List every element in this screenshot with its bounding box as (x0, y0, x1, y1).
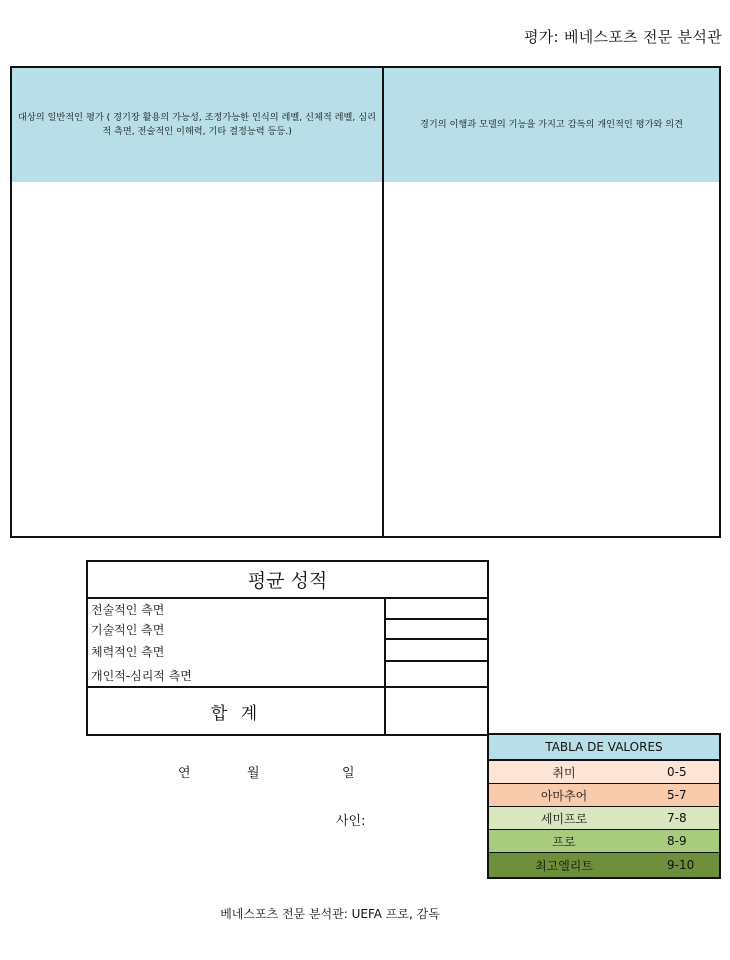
average-score-title: 평균 성적 (88, 562, 487, 599)
coach-opinion-header: 경기의 이행과 모델의 기능을 가지고 감독의 개인적인 평가와 의견 (384, 68, 719, 182)
value-range: 0-5 (667, 765, 687, 779)
score-cell-psychological[interactable] (384, 662, 487, 686)
value-range: 8-9 (667, 834, 687, 848)
score-cell-physical[interactable] (384, 640, 487, 662)
value-name: 아마추어 (540, 788, 588, 803)
score-cell-tactical[interactable] (384, 597, 487, 620)
value-name: 세미프로 (540, 811, 588, 826)
date-day-label: 일 (342, 766, 355, 781)
general-evaluation-header: 대상의 일반적인 평가 ( 경기장 활용의 가능성, 조정가능한 인식의 레벨, 신체적 레벨, 심리적 측면, 전술적인 이해력, 기타 결정능력 등등.) (12, 68, 382, 182)
value-name: 프로 (552, 834, 576, 849)
total-label: 합 계 (210, 703, 262, 724)
total-cell[interactable] (384, 688, 487, 734)
values-table (487, 733, 721, 879)
date-year-label: 연 (178, 766, 191, 781)
average-score-table (86, 560, 489, 736)
signature-label: 사인: (336, 814, 366, 829)
date-month-label: 월 (247, 766, 260, 781)
score-cell-technical[interactable] (384, 620, 487, 640)
evaluation-table (10, 66, 721, 538)
value-row-amateur (489, 784, 719, 807)
footer-credit: 베네스포츠 전문 분석관: UEFA 프로, 감독 (220, 907, 440, 921)
page-title: 평가: 베네스포츠 전문 분석관 (523, 28, 722, 46)
value-row-hobby (489, 761, 719, 784)
value-range: 5-7 (667, 788, 687, 802)
score-row-technical (88, 620, 487, 640)
score-label: 기술적인 측면 (91, 623, 165, 637)
value-range: 7-8 (667, 811, 687, 825)
score-row-tactical (88, 597, 487, 620)
value-row-pro (489, 830, 719, 853)
value-name: 취미 (552, 765, 576, 780)
score-label: 개인적-심리적 측면 (91, 669, 192, 683)
general-evaluation-column (12, 68, 384, 536)
score-row-physical (88, 640, 487, 662)
coach-opinion-area[interactable] (384, 182, 719, 536)
values-table-title: TABLA DE VALORES (489, 735, 719, 761)
score-row-psychological (88, 662, 487, 686)
value-row-elite (489, 853, 719, 877)
value-range: 9-10 (667, 858, 695, 872)
score-label: 체력적인 측면 (91, 645, 165, 659)
general-evaluation-area[interactable] (12, 182, 382, 536)
coach-opinion-column (384, 68, 719, 536)
total-row (88, 686, 487, 734)
value-row-semipro (489, 807, 719, 830)
score-label: 전술적인 측면 (91, 603, 165, 617)
value-name: 최고엘리트 (535, 858, 593, 873)
